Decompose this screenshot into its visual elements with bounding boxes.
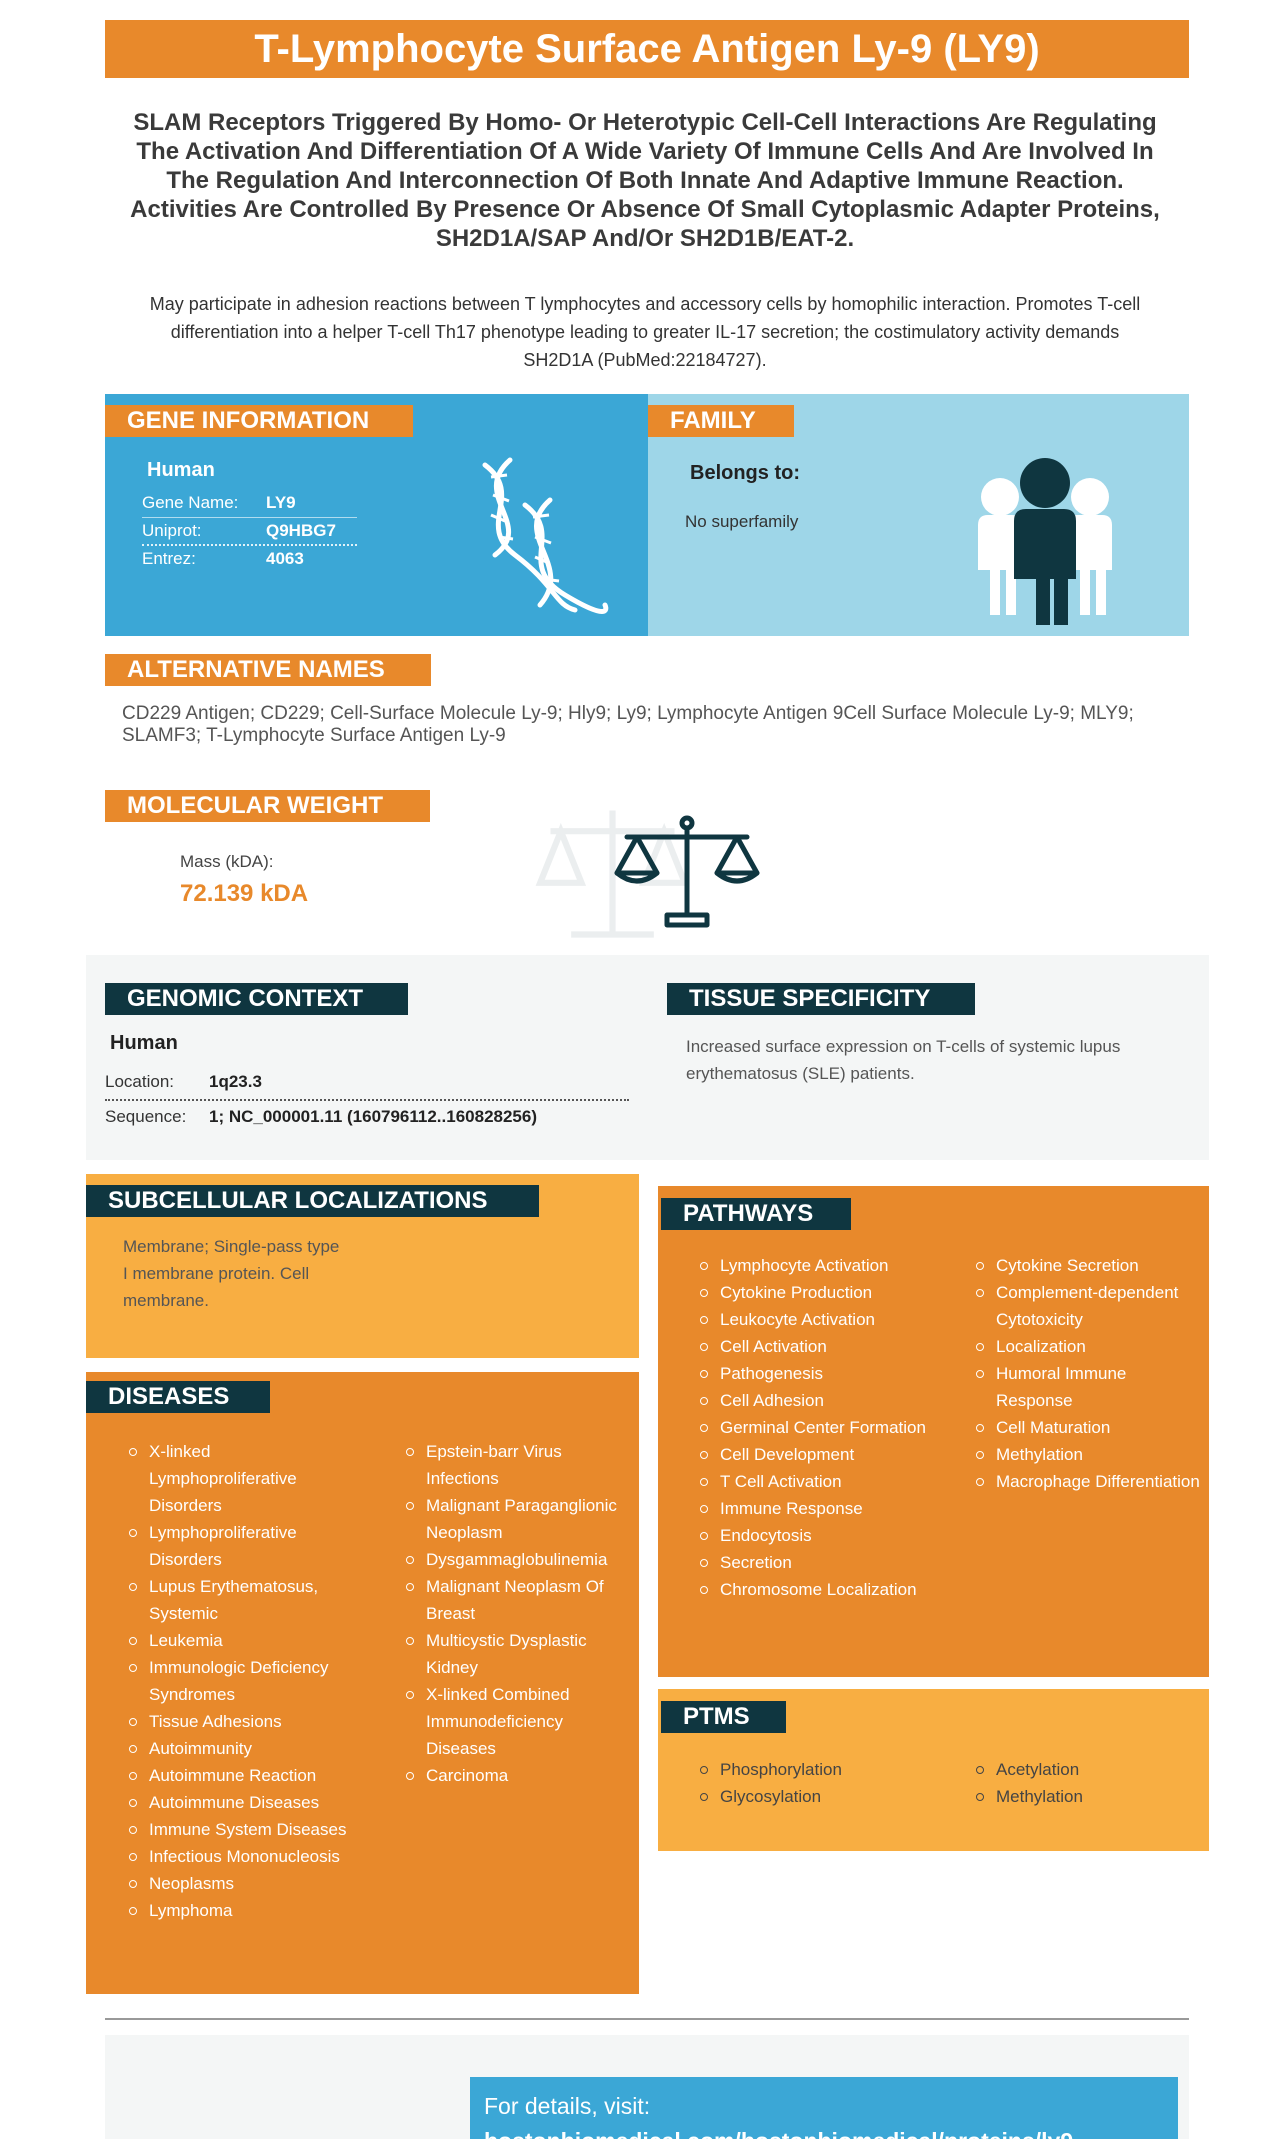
list-item: Carcinoma [406,1762,636,1789]
diseases-list-right [406,1438,636,1789]
page-title: T-Lymphocyte Surface Antigen Ly-9 (LY9) [105,20,1189,78]
gene-name-key: Gene Name: [142,493,239,512]
list-item: Pathogenesis [700,1360,950,1387]
scale-icon [615,815,760,930]
alternative-names-label: ALTERNATIVE NAMES [105,654,431,686]
list-item: Glycosylation [700,1783,930,1810]
sequence-value: 1; NC_000001.11 (160796112..160828256) [209,1107,538,1126]
entrez-value: 4063 [266,549,304,568]
diseases-list-left [129,1438,359,1924]
family-value: No superfamily [685,512,799,531]
list-item: X-linked Lymphoproliferative Disorders [129,1438,359,1519]
subcellular-text: Membrane; Single-pass type I membrane protein. Cell membrane. [123,1237,340,1310]
uniprot-key: Uniprot: [142,521,202,540]
dna-icon [465,455,615,615]
list-item: Lymphoma [129,1897,359,1924]
gene-species: Human [147,459,215,481]
list-item: Immunologic Deficiency Syndromes [129,1654,359,1708]
ptms-list-left [700,1756,930,1810]
uniprot-row [142,518,357,546]
location-row [105,1067,629,1101]
list-item: Localization [976,1333,1206,1360]
tissue-specificity-label: TISSUE SPECIFICITY [667,983,975,1015]
list-item: Macrophage Differentiation [976,1468,1206,1495]
gene-name-row [142,490,357,518]
list-item: Lupus Erythematosus, Systemic [129,1573,359,1627]
list-item: Infectious Mononucleosis [129,1843,359,1870]
details-box [470,2077,1178,2154]
list-item: Immune Response [700,1495,950,1522]
list-item: Epstein-barr Virus Infections [406,1438,636,1492]
belongs-to-label: Belongs to: [690,462,800,484]
people-icon [970,455,1120,625]
diseases-label: DISEASES [86,1381,270,1413]
list-item: Endocytosis [700,1522,950,1549]
list-item: Germinal Center Formation [700,1414,950,1441]
list-item: Dysgammaglobulinemia [406,1546,636,1573]
mass-label: Mass (kDA): [180,852,274,871]
gene-name-value: LY9 [266,493,296,512]
sequence-key: Sequence: [105,1107,187,1126]
gene-information-label: GENE INFORMATION [105,405,413,437]
tissue-specificity-text: Increased surface expression on T-cells of systemic lupus erythematosus (SLE) patients. [686,1037,1121,1083]
protein-function-heading: SLAM Receptors Triggered By Homo- Or Heterotypic Cell-Cell Interactions Are Regulating The Activation And Differentiation Of A Wide Variety Of Immune Cells And Are Involved In The Regulation And Interconnection Of Both Innate And Adaptive Immune Reaction. Activities Are Controlled By Presence Or Absence Of Small Cytoplasmic Adapter Proteins, SH2D1A/SAP And/Or SH2D1B/EAT-2. [130,109,1160,252]
sequence-row [105,1102,629,1136]
location-value: 1q23.3 [209,1072,262,1091]
mass-value: 72.139 kDA [180,880,309,907]
list-item: Cytokine Production [700,1279,950,1306]
uniprot-value: Q9HBG7 [266,521,336,540]
list-item: Acetylation [976,1756,1206,1783]
location-key: Location: [105,1072,174,1091]
list-item: Multicystic Dysplastic Kidney [406,1627,636,1681]
list-item: Secretion [700,1549,950,1576]
list-item: Autoimmunity [129,1735,359,1762]
footer-divider [105,2018,1189,2020]
details-text: For details, visit: [484,2093,651,2119]
pathways-list-right [976,1252,1206,1495]
list-item: Methylation [976,1783,1206,1810]
list-item: Humoral Immune Response [976,1360,1206,1414]
pathways-label: PATHWAYS [661,1198,851,1230]
pathways-list-left [700,1252,950,1603]
list-item: T Cell Activation [700,1468,950,1495]
list-item: Complement-dependent Cytotoxicity [976,1279,1206,1333]
ptms-label: PTMS [661,1701,786,1733]
list-item: Autoimmune Diseases [129,1789,359,1816]
list-item: Tissue Adhesions [129,1708,359,1735]
list-item: Leukemia [129,1627,359,1654]
list-item: Cell Adhesion [700,1387,950,1414]
genomic-context-label: GENOMIC CONTEXT [105,983,408,1015]
list-item: Cell Activation [700,1333,950,1360]
list-item: Chromosome Localization [700,1576,950,1603]
list-item: Lymphoproliferative Disorders [129,1519,359,1573]
list-item: Methylation [976,1441,1206,1468]
details-link[interactable]: bostonbiomedical.com/bostonbiomedical/proteins/ly9 [484,2128,1074,2154]
list-item: Leukocyte Activation [700,1306,950,1333]
protein-summary: May participate in adhesion reactions between T lymphocytes and accessory cells by homophilic interaction. Promotes T-cell differentiation into a helper T-cell Th17 phenotype leading to greater IL-17 secretion; the costimulatory activity demands SH2D1A (PubMed:22184727). [149,294,1141,370]
list-item: Cell Maturation [976,1414,1206,1441]
molecular-weight-label: MOLECULAR WEIGHT [105,790,430,822]
ptms-list-right [976,1756,1206,1810]
list-item: Immune System Diseases [129,1816,359,1843]
entrez-row [142,546,357,574]
list-item: X-linked Combined Immunodeficiency Diseases [406,1681,636,1762]
list-item: Lymphocyte Activation [700,1252,950,1279]
family-label: FAMILY [648,405,794,437]
genomic-species: Human [110,1032,178,1054]
list-item: Malignant Neoplasm Of Breast [406,1573,636,1627]
list-item: Phosphorylation [700,1756,930,1783]
list-item: Autoimmune Reaction [129,1762,359,1789]
alternative-names-text: CD229 Antigen; CD229; Cell-Surface Molecule Ly-9; Hly9; Ly9; Lymphocyte Antigen 9Cell Surface Molecule Ly-9; MLY9; SLAMF3; T-Lymphocyte Surface Antigen Ly-9 [122,703,1134,746]
entrez-key: Entrez: [142,549,196,568]
list-item: Neoplasms [129,1870,359,1897]
list-item: Cytokine Secretion [976,1252,1206,1279]
list-item: Cell Development [700,1441,950,1468]
list-item: Malignant Paraganglionic Neoplasm [406,1492,636,1546]
subcellular-label: SUBCELLULAR LOCALIZATIONS [86,1185,539,1217]
